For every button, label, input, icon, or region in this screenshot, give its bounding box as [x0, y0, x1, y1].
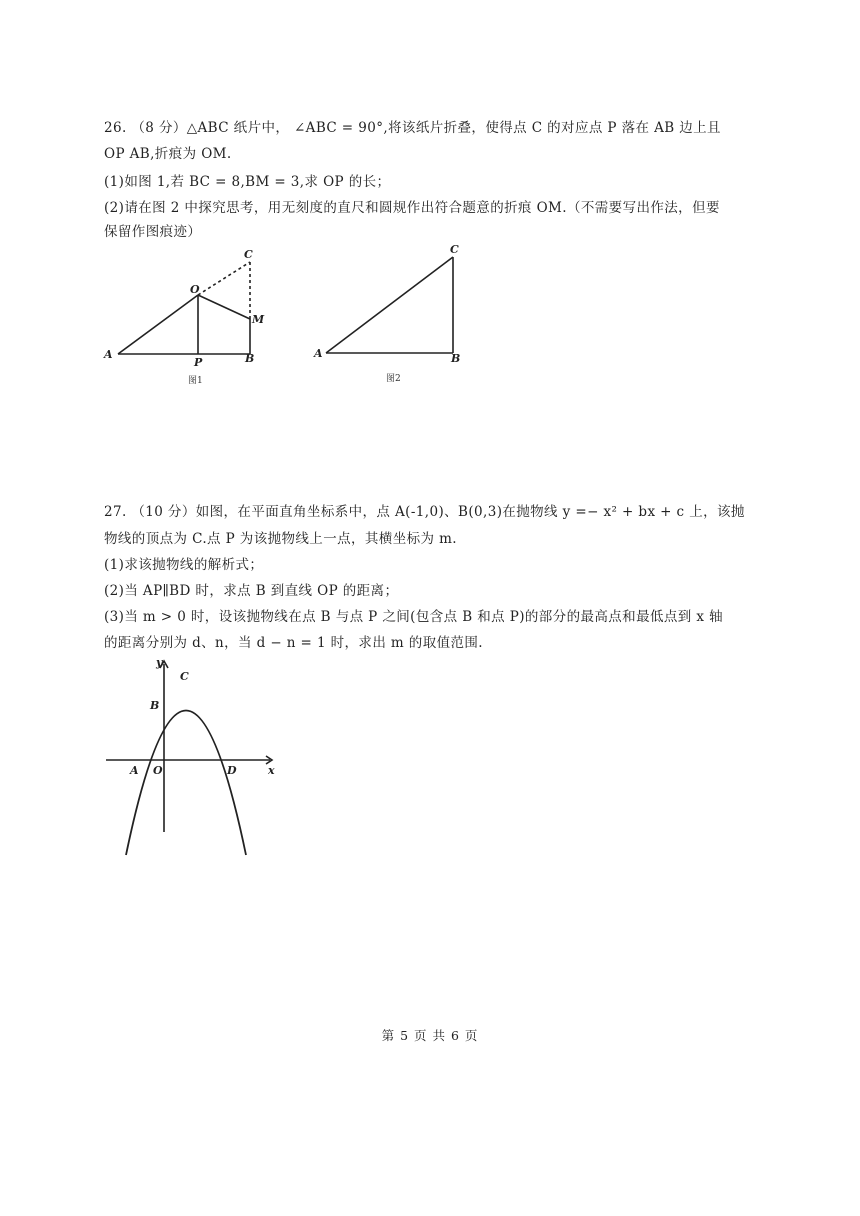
figure2-caption: 图2 [386, 374, 401, 384]
label-y: y [156, 656, 163, 669]
p26-line2: OP AB,折痕为 OM. [104, 146, 232, 162]
label-B: B [245, 352, 255, 365]
page-footer: 第 5 页 共 6 页 [381, 1028, 479, 1043]
label-O: O [190, 283, 200, 296]
label-M: M [252, 313, 265, 326]
label-A: A [104, 348, 113, 361]
parabola-curve [126, 711, 246, 856]
segment-AC [326, 257, 453, 353]
label-C: C [450, 243, 459, 256]
p27-question3-line2: 的距离分别为 d、n，当 d − n = 1 时，求出 m 的取值范围. [104, 635, 483, 651]
p26-question1: (1)如图 1,若 BC = 8,BM = 3,求 OP 的长； [104, 174, 391, 190]
label-C: C [244, 248, 253, 261]
p27-line1: 27. （10 分）如图，在平面直角坐标系中，点 A(-1,0)、B(0,3)在抛物线 y =− x² + bx + c 上，该抛 [104, 504, 745, 520]
label-x: x [268, 764, 275, 777]
label-B: B [150, 699, 160, 712]
label-A: A [130, 764, 139, 777]
p27-question3-line1: (3)当 m > 0 时，设该抛物线在点 B 与点 P 之间(包含点 B 和点 P)的部分的最高点和最低点到 x 轴 [104, 609, 723, 625]
label-B: B [451, 352, 461, 365]
p26-question2-line1: (2)请在图 2 中探究思考，用无刻度的直尺和圆规作出符合题意的折痕 OM.（不需要写出作法，但要 [104, 200, 720, 216]
label-C: C [180, 670, 189, 683]
segment-OC-dashed [198, 262, 250, 295]
p27-question2: (2)当 AP∥BD 时，求点 B 到直线 OP 的距离； [104, 583, 399, 599]
p27-parabola-figure [100, 652, 290, 864]
segment-OM [198, 295, 250, 319]
label-P: P [194, 356, 203, 369]
figure1-caption: 图1 [188, 376, 203, 386]
p26-figure2 [310, 240, 480, 390]
p27-line2: 物线的顶点为 C.点 P 为该抛物线上一点，其横坐标为 m. [104, 531, 457, 547]
p26-line1: 26. （8 分）△ABC 纸片中， ∠ABC = 90°,将该纸片折叠，使得点 C 的对应点 P 落在 AB 边上且 [104, 120, 721, 136]
segment-AO [118, 295, 198, 354]
p27-question1: (1)求该抛物线的解析式； [104, 557, 264, 573]
label-D: D [227, 764, 237, 777]
p26-question2-line2: 保留作图痕迹） [104, 224, 202, 240]
p26-figure1 [96, 240, 276, 390]
label-O: O [153, 764, 163, 777]
label-A: A [314, 347, 323, 360]
